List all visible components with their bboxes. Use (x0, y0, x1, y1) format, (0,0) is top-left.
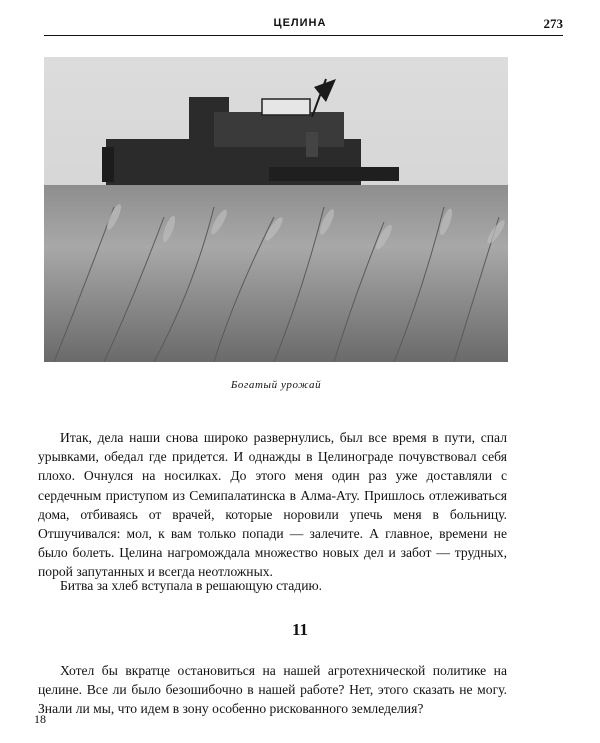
paragraph: Битва за хлеб вступала в решающую стадию. (60, 578, 323, 593)
paragraph: Итак, дела наши снова широко развернулись, был все время в пути, спал урывками, обедал где придется. И однажды в Целинограде почувствовал себя плохо. Очнулся на носилках. До этого меня один раз уже доставляли с сердечным приступом из Семипалатинска в Алма-Ату. Пришлось отлеживаться дома, отбиваясь от врачей, которые норовили упечь меня в больницу. Отшучивался: мол, к вам только попади — залечите. А главное, времени не было болеть. Целина нагромождала множество новых дел и забот — трудных, порой запутанных и всегда неотложных. (38, 430, 507, 580)
paragraph: Хотел бы вкратце остановиться на нашей агротехнической политике на целине. Все ли было безошибочно в нашей работе? Нет, этого сказать не могу. Знали ли мы, что идем в зону особенно рискованного земледелия? (38, 663, 507, 717)
running-title: ЦЕЛИНА (273, 17, 327, 29)
page-number: 273 (543, 16, 563, 31)
header-rule (44, 35, 563, 36)
harvest-photo (44, 57, 508, 362)
photo-caption: Богатый урожай (230, 379, 322, 391)
combine-harvester-illustration (44, 57, 508, 362)
signature-mark: 18 (34, 712, 46, 726)
chapter-number: 11 (291, 620, 309, 639)
